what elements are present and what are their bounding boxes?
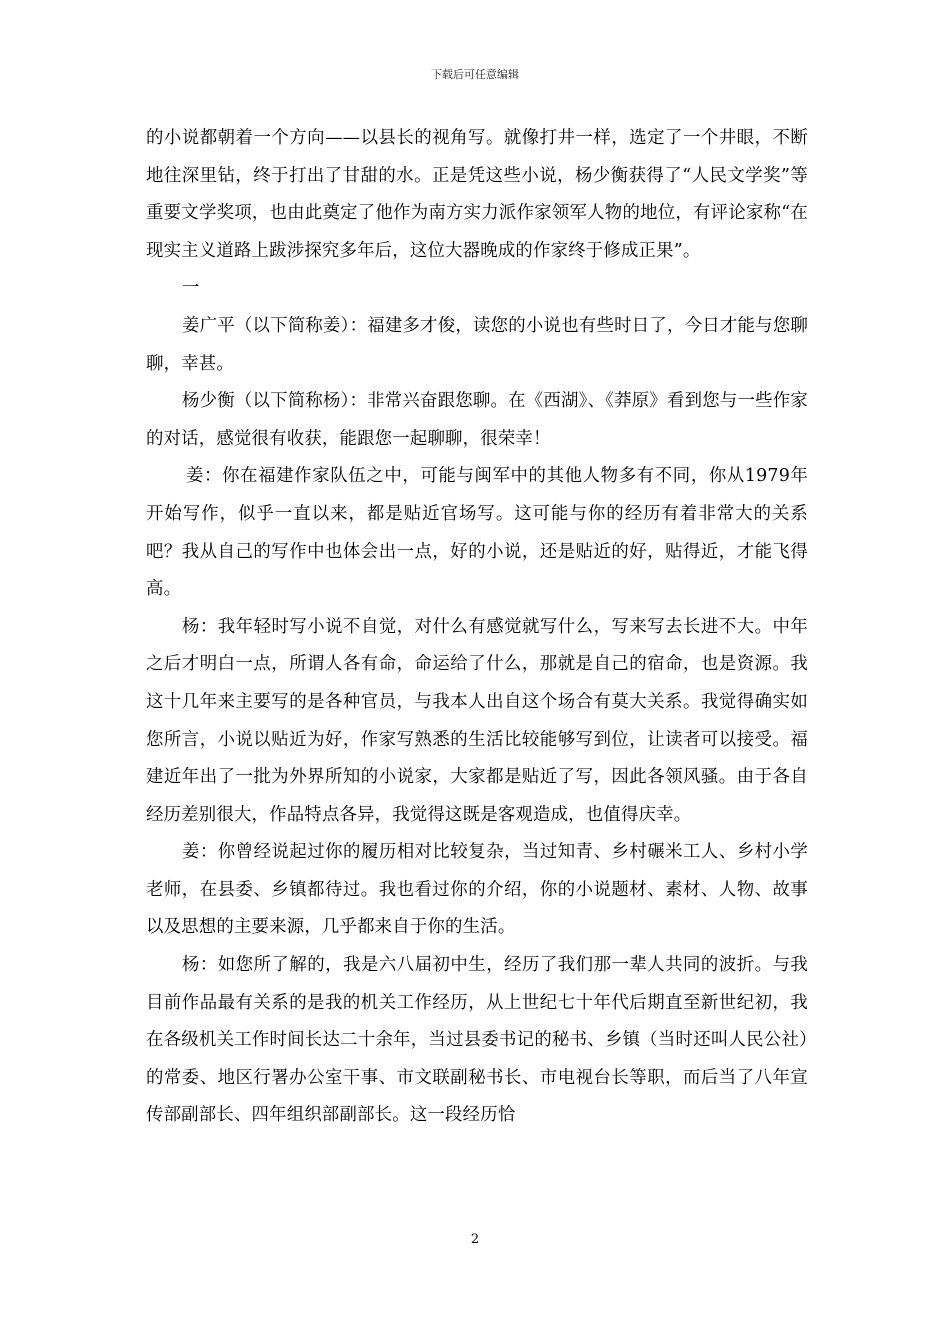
page-number: 2 [470, 1232, 480, 1247]
paragraph-yang-1: 杨少衡（以下简称杨）：非常兴奋跟您聊。在《西湖》、《莽原》看到您与一些作家的对话，感觉很有收获，能跟您一起聊聊，很荣幸！ [146, 391, 808, 449]
paragraph-yang-2: 杨：我年轻时写小说不自觉，对什么有感觉就写什么，写来写去长进不大。中年之后才明白一点，所谓人各有命，命运给了什么，那就是自己的宿命，也是资源。我这十几年来主要写的是各种官员，与我本人出自这个场合有莫大关系。我觉得确实如您所言，小说以贴近为好，作家写熟悉的生活比较能够写到位，让读者可以接受。福建近年出了一批为外界所知的小说家，大家都是贴近了写，因此各领风骚。由于各自经历差别很大，作品特点各异，我觉得这既是客观造成，也值得庆幸。 [146, 616, 808, 825]
paragraph-jiang-2: 姜：你在福建作家队伍之中，可能与闽军中的其他人物多有不同，你从1979年开始写作，似乎一直以来，都是贴近官场写。这可能与你的经历有着非常大的关系吧？我从自己的写作中也体会出一点，好的小说，还是贴近的好，贴得近，才能飞得高。 [146, 466, 808, 600]
document-body [146, 120, 808, 1135]
page-header: 下载后可任意编辑 [431, 68, 519, 81]
section-number: 一 [182, 278, 200, 299]
paragraph-jiang-3: 姜：你曾经说起过你的履历相对比较复杂，当过知青、乡村碾米工人、乡村小学老师，在县委、乡镇都待过。我也看过你的介绍，你的小说题材、素材、人物、故事以及思想的主要来源，几乎都来自于你的生活。 [146, 842, 808, 938]
paragraph-jiang-1: 姜广平（以下简称姜）：福建多才俊，读您的小说也有些时日了，今日才能与您聊聊，幸甚。 [146, 315, 808, 374]
paragraph-continued: 的小说都朝着一个方向——以县长的视角写。就像打井一样，选定了一个井眼，不断地往深里钻，终于打出了甘甜的水。正是凭这些小说，杨少衡获得了“人民文学奖”等重要文学奖项，也由此奠定了他作为南方实力派作家领军人物的地位，有评论家称“在现实主义道路上跋涉探究多年后，这位大器晚成的作家终于修成正果”。 [146, 128, 808, 261]
paragraph-yang-3: 杨：如您所了解的，我是六八届初中生，经历了我们那一辈人共同的波折。与我目前作品最有关系的是我的机关工作经历，从上世纪七十年代后期直至新世纪初，我在各级机关工作时间长达二十余年，当过县委书记的秘书、乡镇（当时还叫人民公社）的常委、地区行署办公室干事、市文联副秘书长、市电视台长等职，而后当了八年宣传部副部长、四年组织部副部长。这一段经历恰 [146, 955, 808, 1126]
